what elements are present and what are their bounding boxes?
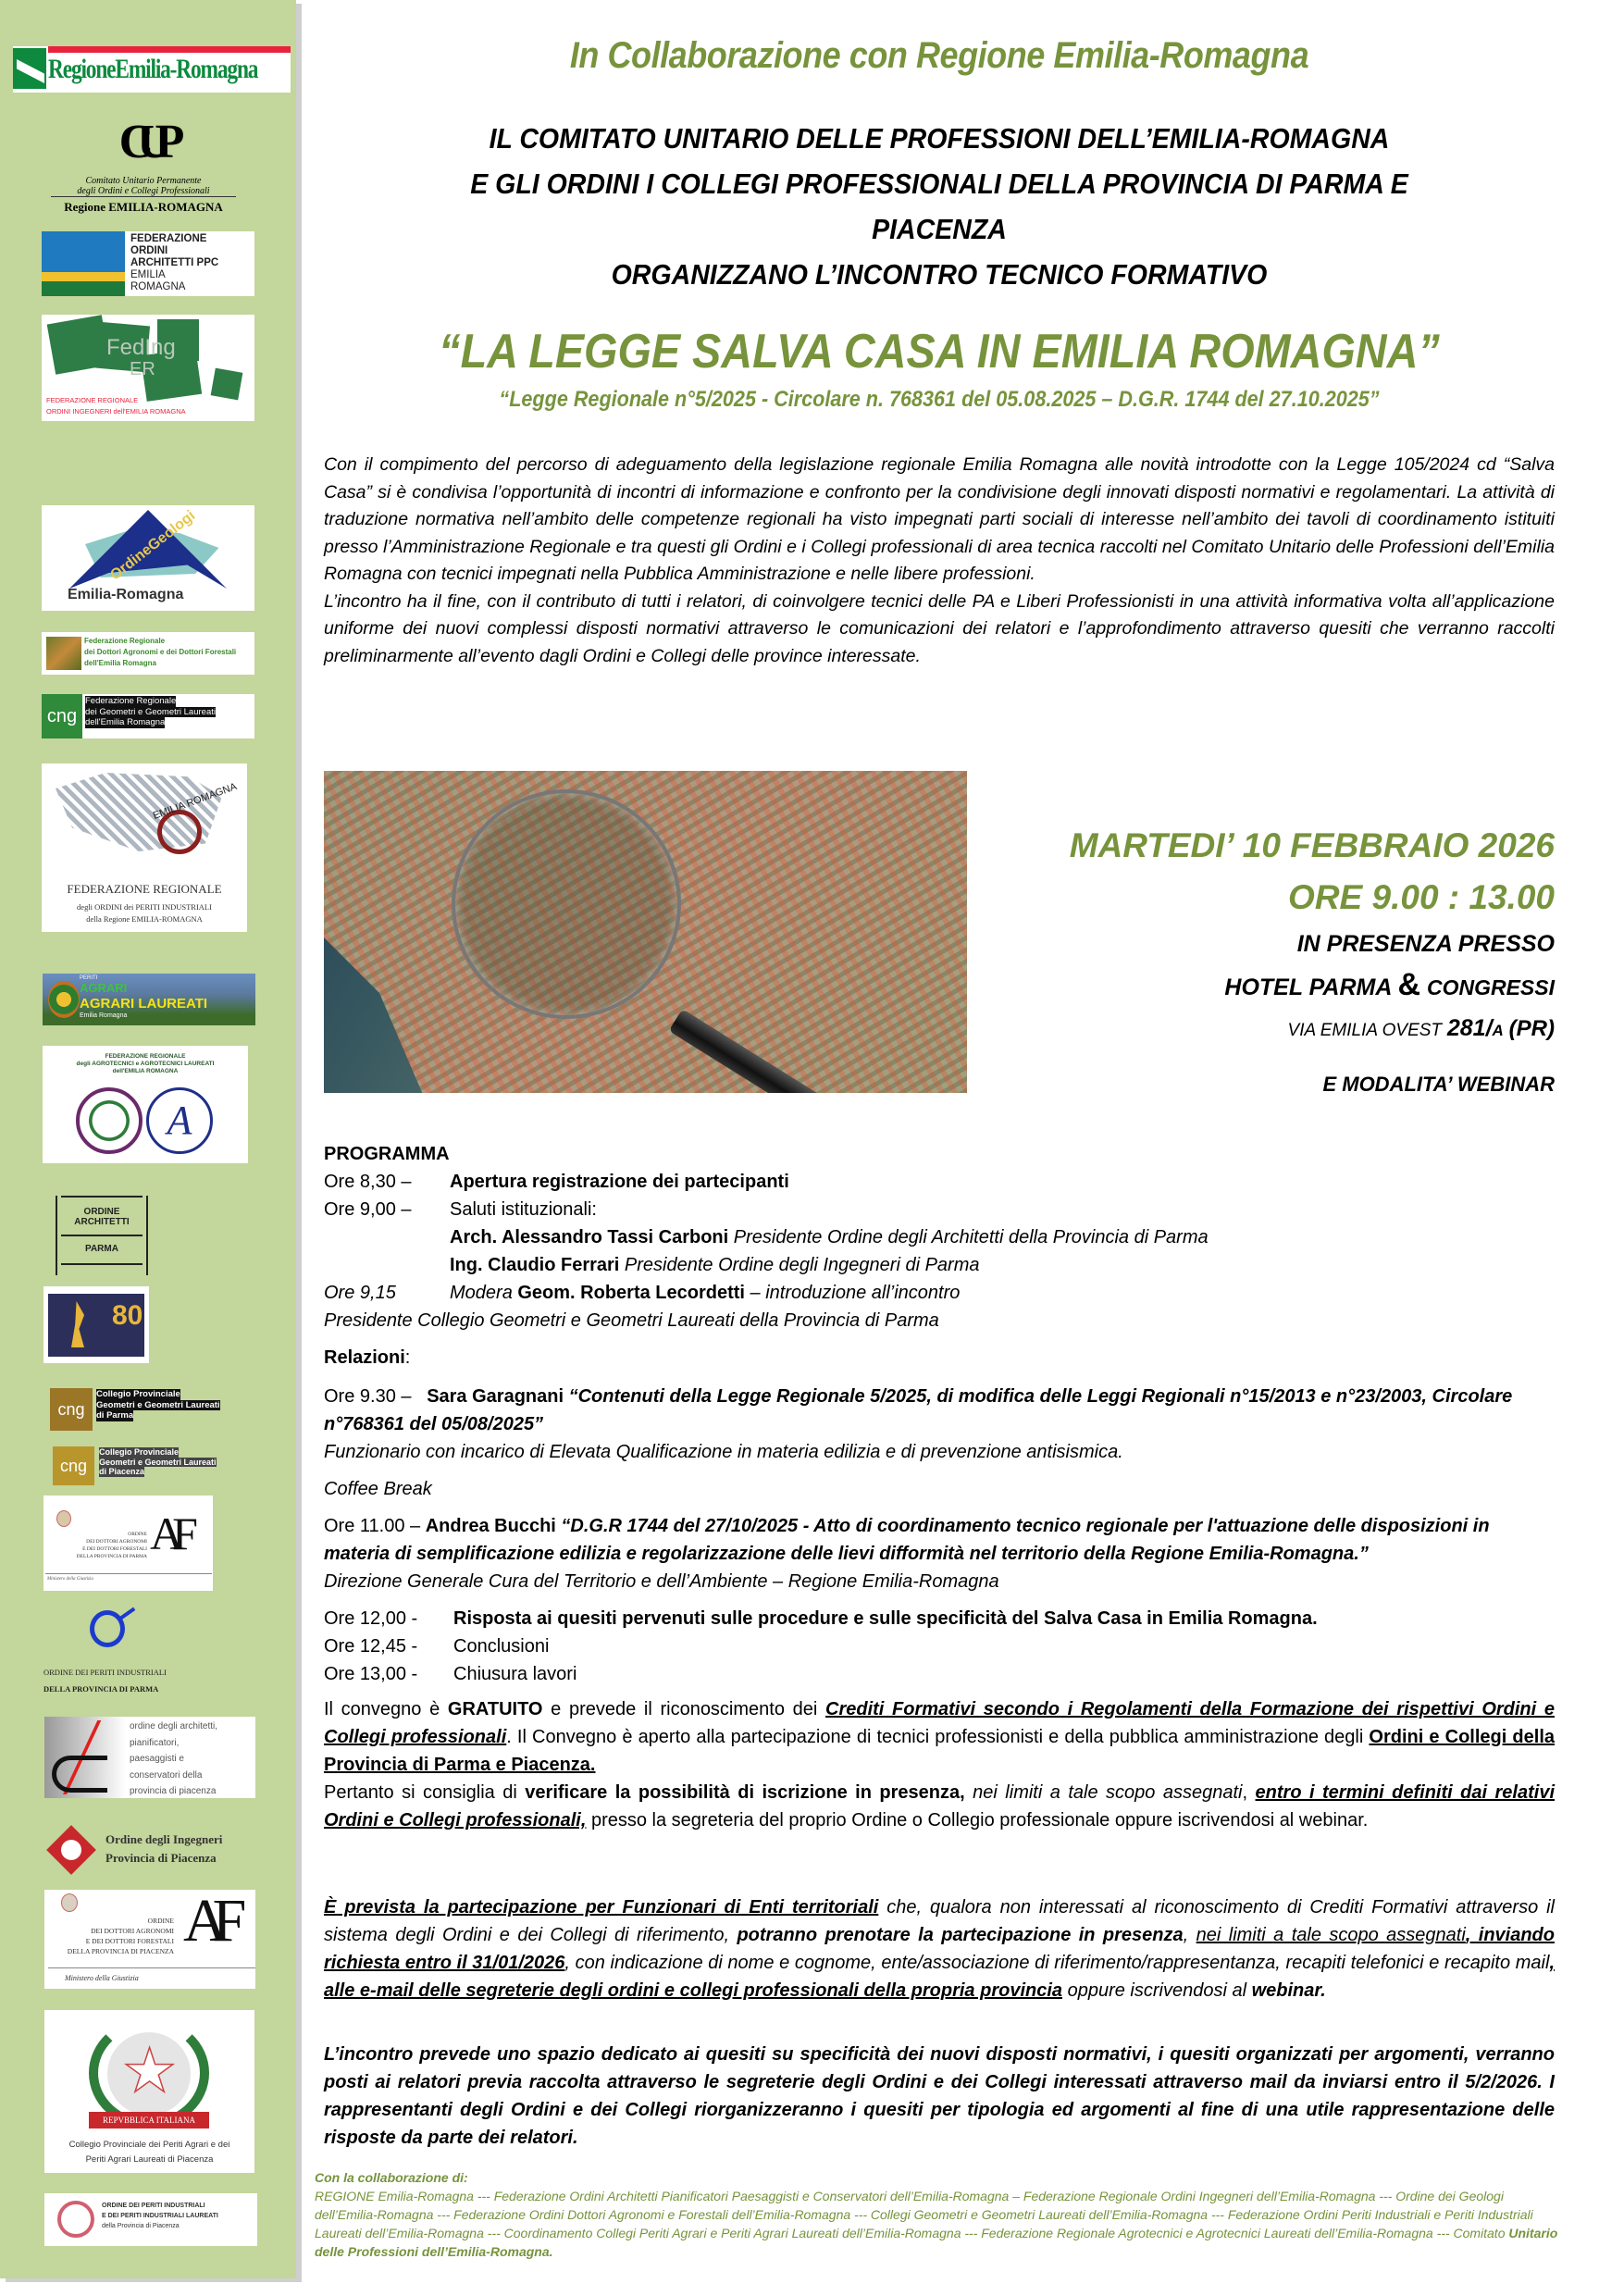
logo-cup: CUP Comitato Unitario Permanente degli Ordini e Collegi Professionali Regione EMILIA-ROMAGNA — [51, 109, 236, 239]
intro-text — [324, 452, 1555, 670]
logo-federazione-architetti: FEDERAZIONE ORDINI ARCHITETTI PPC EMILIA ROMAGNA — [42, 231, 254, 296]
relazioni-heading: Relazioni: — [324, 1347, 411, 1368]
event-title: “LA LEGGE SALVA CASA IN EMILIA ROMAGNA” — [439, 325, 1440, 379]
program-heading: PROGRAMMA — [324, 1144, 450, 1164]
footer-heading: Con la collaborazione di: — [315, 2170, 468, 2185]
program-moderator: Ore 9,15 Modera Geom. Roberta Lecordetti – introduzione all’incontro — [324, 1283, 961, 1303]
cup-monogram: CUP — [118, 116, 168, 168]
greeting-speaker: Ing. Claudio Ferrari Presidente Ordine degli Ingegneri di Parma — [450, 1255, 980, 1275]
logo-federazione-agronomi: Federazione Regionale dei Dottori Agronomi e dei Dottori Forestali dell'Emilia Romagna — [42, 632, 254, 675]
logo-ordine-ingegneri-parma: 80 — [43, 1286, 149, 1363]
periti-piacenza-icon — [57, 2201, 94, 2238]
star-icon: ★ — [122, 2036, 178, 2104]
event-time: ORE 9.00 : 13.00 — [1288, 878, 1555, 916]
emblem-icon — [56, 1510, 71, 1527]
program-item: Ore 8,30 – Apertura registrazione dei partecipanti — [324, 1172, 789, 1192]
event-venue: HOTEL PARMA & CONGRESSI — [1224, 967, 1555, 1002]
sidebar-logos — [0, 0, 296, 2278]
logo-feding-er: FedIng ER FEDERAZIONE REGIONALE ORDINI INGEGNERI dell'EMILIA ROMAGNA — [42, 315, 254, 421]
intro-paragraph-1: Con il compimento del percorso di adeguamento della legislazione regionale Emilia Romagna alle novità introdotte con la Legge 105/2024 cd “Salva Casa” si è condivisa l’opportunità di incontri di informazione e confronto per la condivisione degli innovati disposti normativi e regolamentari. La attività di traduzione normativa nell’ambito delle competenze regionali ha visto impegnati parti sociali di interesse nell’ambito dei tavoli di coordinamento istituiti presso l’Amministrazione Regionale e tra questi gli Ordini e i Collegi professionali di area tecnica raccolti nel Comitato Unitario delle Professioni dell’Emilia Romagna con tecnici impegnati nella Pubblica Amministrazione e nelle libere professioni. — [324, 454, 1555, 584]
logo-ordine-architetti-parma: ORDINE ARCHITETTI PARMA — [56, 1196, 148, 1275]
program-item: Ore 13,00 - Chiusura lavori — [324, 1664, 577, 1684]
footer-collaboration: Con la collaborazione di: REGIONE Emilia-Romagna --- Federazione Ordini Architetti Pianificatori Paesaggisti e Conservatori dell’Emilia-Romagna – Federazione Regionale Ordini Ingegneri dell’Emilia-Romagna --- Ordine dei Geologi dell’Emilia-Romagna --- Federazione Ordini Dottori Agronomi e Forestali dell’Emilia-Romagna --- Collegi Geometri e Geometri Laureati dell’Emilia-Romagna --- Federazione Ordini Periti Industriali e Periti Industriali Laureati dell’Emilia-Romagna --- Coordinamento Collegi Periti Agrari e Periti Agrari Laureati dell’Emilia-Romagna --- Federazione Regionale Agrotecnici e Agrotecnici Laureati dell’Emilia-Romagna --- Comitato Unitario delle Professioni dell’Emilia-Romagna. — [315, 2168, 1564, 2261]
logo-periti-agrari: PERITI AGRARI AGRARI LAUREATI Emilia Romagna — [43, 974, 255, 1025]
event-info — [981, 820, 1555, 1105]
logo-ordine-geologi: OrdineGeologi Emilia-Romagna — [42, 505, 254, 611]
intro-paragraph-2: L’incontro ha il fine, con il contributo di tutti i relatori, di coinvolgere tecnici delle PA e Liberi Professionisti in una attività informativa volta all’applicazione uniforme dei nuovi complessi disposti normativi attraverso le comunicazioni dei relatori e l’approfondimento attraverso quesiti che verranno raccolti preliminarmente all’evento dagli Ordini e Collegi delle province interessate. — [324, 590, 1555, 666]
agrotecnici-seal-icon — [76, 1087, 143, 1154]
logo-collegio-geometri-parma: cng Collegio Provinciale Geometri e Geometri Laureati di Parma — [50, 1388, 263, 1431]
logo-ordine-agronomi-piacenza: ORDINE DEI DOTTORI AGRONOMI E DEI DOTTORI FORESTALI DELLA PROVINCIA DI PIACENZA AF Ministero della Giustizia — [44, 1890, 255, 1989]
greeting-speaker: Arch. Alessandro Tassi Carboni Presidente Ordine degli Architetti della Provincia di Parma — [450, 1227, 1209, 1247]
quesiti-paragraph: L’incontro prevede uno spazio dedicato ai quesiti su specificità dei nuovi disposti normativi, i quesiti organizzati per argomenti, verranno posti ai relatori previa raccolta attraverso le segreterie degli Ordini e dei Collegi interessati attraverso mail da inviarsi entro il 5/2/2026. I rappresentanti degli Ordini e dei Collegi riorganizzeranno i quesiti per tipologia ed argomenti al fine di una utile rappresentazione delle risposte da parte dei relatori. — [324, 2044, 1555, 2148]
event-subtitle: “Legge Regionale n°5/2025 - Circolare n. 768361 del 05.08.2025 – D.G.R. 1744 del 27.10.2025” — [499, 387, 1380, 412]
logo-periti-industriali-parma: ORDINE DEI PERITI INDUSTRIALI DELLA PROVINCIA DI PARMA — [43, 1610, 256, 1694]
emblem-icon — [61, 1893, 78, 1912]
event-presence: IN PRESENZA PRESSO — [1296, 931, 1555, 957]
logo-federazione-geometri: cng Federazione Regionale dei Geometri e Geometri Laureati dell'Emilia Romagna — [42, 694, 254, 738]
program-item: Ore 12,45 - Conclusioni — [324, 1636, 550, 1657]
logo-agrotecnici: FEDERAZIONE REGIONALE degli AGROTECNICI e AGROTECNICI LAUREATI dell'EMILIA ROMAGNA A — [43, 1046, 248, 1163]
program-item: Ore 9,00 – Saluti istituzionali: — [324, 1199, 597, 1220]
talk-1: Ore 9.30 – Sara Garagnani “Contenuti della Legge Regionale 5/2025, di modifica delle Leggi Regionali n°15/2013 e n°23/2003, Circolare n°768361 del 05/08/2025” — [324, 1386, 1513, 1434]
logo-federazione-periti-industriali: EMILIA ROMAGNA FEDERAZIONE REGIONALE degli ORDINI dei PERITI INDUSTRIALI della Regione EMILIA-ROMAGNA — [42, 763, 247, 932]
credits-paragraph: Il convegno è GRATUITO e prevede il riconoscimento dei Crediti Formativi secondo i Regolamenti della Formazione dei rispettivi Ordini e Collegi professionali. Il Convegno è aperto alla partecipazione di tecnici professionisti e della pubblica amministrazione degli Ordini e Collegi della Provincia di Parma e Piacenza. Pertanto si consiglia di verificare la possibilità di iscrizione in presenza, nei limiti a tale scopo assegnati, entro i termini definiti dai relativi Ordini e Collegi professionali, presso la segreteria del proprio Ordine o Collegio professionale oppure iscrivendosi al webinar. — [324, 1699, 1556, 1831]
logo-periti-industriali-piacenza: ORDINE DEI PERITI INDUSTRIALI E DEI PERITI INDUSTRIALI LAUREATI della Provincia di Piacenza — [44, 2193, 257, 2246]
talk-2: Ore 11.00 – Andrea Bucchi “D.G.R 1744 del 27/10/2025 - Atto di coordinamento tecnico regionale per l'attuazione delle disposizioni in materia di semplificazione edilizia e regolarizzazione delle lievi difformità nel territorio della Regione Emilia-Romagna.” — [324, 1516, 1490, 1564]
closing-items — [324, 1605, 1555, 1688]
program-item: Ore 12,00 - Risposta ai quesiti pervenuti sulle procedure e sulle specificità del Salva Casa in Emilia Romagna. — [324, 1608, 1318, 1629]
logo-ordine-agronomi-parma: ORDINE DEI DOTTORI AGRONOMI E DEI DOTTORI FORESTALI DELLA PROVINCIA DI PARMA AF Ministero della Giustizia — [43, 1496, 213, 1591]
funzionari-paragraph: È prevista la partecipazione per Funzionari di Enti territoriali che, qualora non interessati al riconoscimento di Crediti Formativi attraverso il sistema degli Ordini e dei Collegi di riferimento, potranno prenotare la partecipazione in presenza, nei limiti a tale scopo assegnati, inviando richiesta entro il 31/01/2026, con indicazione di nome e cognome, ente/associazione di riferimento/rappresentanza, recapiti telefonici e recapito mail, alle e-mail delle segreterie degli ordini e collegi professionali della propria provincia oppure iscrivendosi al webinar. — [324, 1897, 1555, 2001]
organizers-block: IL COMITATO UNITARIO DELLE PROFESSIONI DELL’EMILIA-ROMAGNA E GLI ORDINI I COLLEGI PROFESSIONALI DELLA PROVINCIA DI PARMA E PIACENZA ORGANIZZANO L’INCONTRO TECNICO FORMATIVO — [470, 122, 1408, 291]
hero-aerial-map-image — [324, 771, 967, 1093]
event-address: VIA EMILIA OVEST 281/A (PR) — [1287, 1015, 1555, 1041]
event-date: MARTEDI’ 10 FEBBRAIO 2026 — [1069, 826, 1555, 864]
logo-regione-emilia-romagna — [13, 46, 291, 93]
logo-ordine-ingegneri-piacenza: Ordine degli Ingegneri Provincia di Piacenza — [50, 1829, 263, 1875]
event-mode: E MODALITA’ WEBINAR — [1322, 1073, 1555, 1096]
coffee-break: Coffee Break — [324, 1479, 432, 1499]
logo-ordine-architetti-piacenza: ordine degli architetti, pianificatori, paesaggisti e conservatori della provincia di piacenza — [44, 1717, 255, 1798]
logo-collegio-periti-agrari-piacenza: ★ REPVBBLICA ITALIANA Collegio Provinciale dei Periti Agrari e dei Periti Agrari Laureati di Piacenza — [44, 2010, 254, 2173]
logo-collegio-geometri-piacenza: cng Collegio Provinciale Geometri e Geometri Laureati di Piacenza — [53, 1446, 266, 1485]
regione-logo-text: RegioneEmilia-Romagna — [48, 54, 258, 84]
collaboration-heading: In Collaborazione con Regione Emilia-Romagna — [569, 35, 1309, 76]
magnifying-glass-icon — [452, 789, 681, 1019]
program-section: PROGRAMMA Ore 8,30 – Apertura registrazione dei partecipanti Ore 9,00 – Saluti istituzionali: Arch. Alessandro Tassi Carboni Presidente Ordine degli Architetti della Provincia di Parma Ing. Claudio Ferrari Presidente Ordine degli Ingegneri di Parma Ore 9,15 Modera Geom. Roberta Lecordetti – introduzione all’incontro Presidente Collegio Geometri e Geometri Laureati della Provincia di Parma Relazioni: Ore 9.30 – Sara Garagnani “Contenuti della Legge Regionale 5/2025, di modifica delle Leggi Regionali n°15/2013 e n°23/2003, Circolare n°768361 del 05/08/2025” Funzionario con incarico di Elevata Qualificazione in materia edilizia e di prevenzione antisismica. Coffee Break Ore 11.00 – Andrea Bucchi “D.G.R 1744 del 27/10/2025 - Atto di coordinamento tecnico regionale per l'attuazione delle disposizioni in materia di semplificazione edilizia e regolarizzazione delle lievi difformità nel territorio della Regione Emilia-Romagna.” Direzione Generale Cura del Territorio e dell’Ambiente – Regione Emilia-Romagna Ore 12,00 - Risposta ai quesiti pervenuti sulle procedure e sulle specificità del Salva Casa in Emilia Romagna. Ore 12,45 - Conclusioni Ore 13,00 - Chiusura lavori — [324, 1140, 1555, 1688]
